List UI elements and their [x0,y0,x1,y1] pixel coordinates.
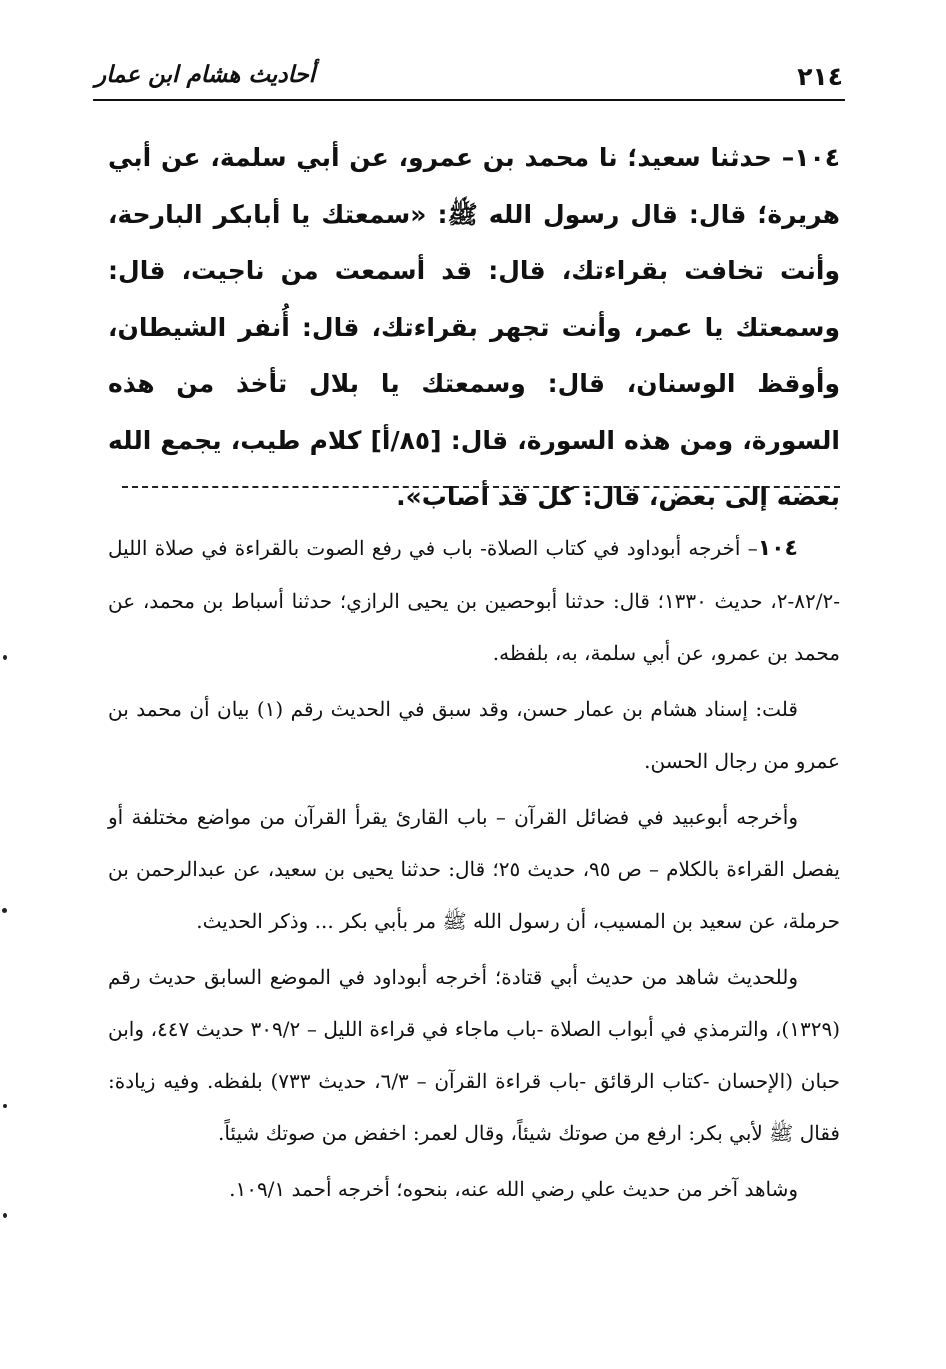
scan-speck [3,1213,7,1218]
footnote-text: – أخرجه أبوداود في كتاب الصلاة- باب في رفع الصوت بالقراءة في صلاة الليل -٨٢/٢-٢، حديث ١٣٣٠؛ قال: حدثنا أبوحصين بن يحيى الرازي؛ حدثنا أسباط بن محمد، عن محمد بن عمرو، عن أبي سلمة، به، بلفظه. [108,536,840,665]
hadith-text: – حدثنا سعيد؛ نا محمد بن عمرو، عن أبي سلمة، عن أبي هريرة؛ قال: قال رسول الله ﷺ: «سمعتك يا أبابكر البارحة، وأنت تخافت بقراءتك، قال: قد أسمعت من ناجيت، قال: وسمعتك يا عمر، وأنت تجهر بقراءتك، قال: أُنفر الشيطان، وأوقظ الوسنان، قال: وسمعتك يا بلال تأخذ من هذه السورة، ومن هذه السورة، قال: [٨٥/أ] كلام طيب، يجمع الله بعضه إلى بعض، قال: كل قد أصاب». [108,143,840,511]
footnote-separator [122,486,840,488]
footnote-paragraph: وأخرجه أبوعبيد في فضائل القرآن – باب القارئ يقرأ القرآن من مواضع مختلفة أو يفصل القراءة بالكلام – ص ٩٥، حديث ٢٥؛ قال: حدثنا يحيى بن سعيد، عن عبدالرحمن بن حرملة، عن سعيد بن المسيب، أن رسول الله ﷺ مر بأبي بكر ... وذكر الحديث. [108,805,840,933]
hadith-text-block [108,130,840,526]
footnote-number: ١٠٤ [757,536,798,561]
page-number: ٢١٤ [797,62,843,91]
header-rule [93,99,845,101]
running-title: أحاديث هشام ابن عمار [95,62,316,88]
footnote-paragraph: وشاهد آخر من حديث علي رضي الله عنه، بنحوه؛ أخرجه أحمد ١٠٩/١. [229,1177,798,1201]
hadith-number: ١٠٤ [794,143,840,172]
scan-speck [3,1104,7,1108]
page-header [95,58,843,100]
footnote-paragraph: وللحديث شاهد من حديث أبي قتادة؛ أخرجه أبوداود في الموضع السابق حديث رقم (١٣٢٩)، والترمذي في أبواب الصلاة -باب ماجاء في قراءة الليل – ٣٠٩/٢ حديث ٤٤٧، وابن حبان (الإحسان -كتاب الرقائق -باب قراءة القرآن – ٦/٣، حديث ٧٣٣) بلفظه. وفيه زيادة: فقال ﷺ لأبي بكر: ارفع من صوتك شيئاً، وقال لعمر: اخفض من صوتك شيئاً. [108,965,841,1145]
footnote-paragraph: قلت: إسناد هشام بن عمار حسن، وقد سبق في الحديث رقم (١) بيان أن محمد بن عمرو من رجال الحسن. [108,697,840,773]
footnote-paragraph [108,522,840,679]
footnotes-block [108,522,840,1219]
scan-speck [2,908,7,913]
scan-speck [3,655,7,660]
